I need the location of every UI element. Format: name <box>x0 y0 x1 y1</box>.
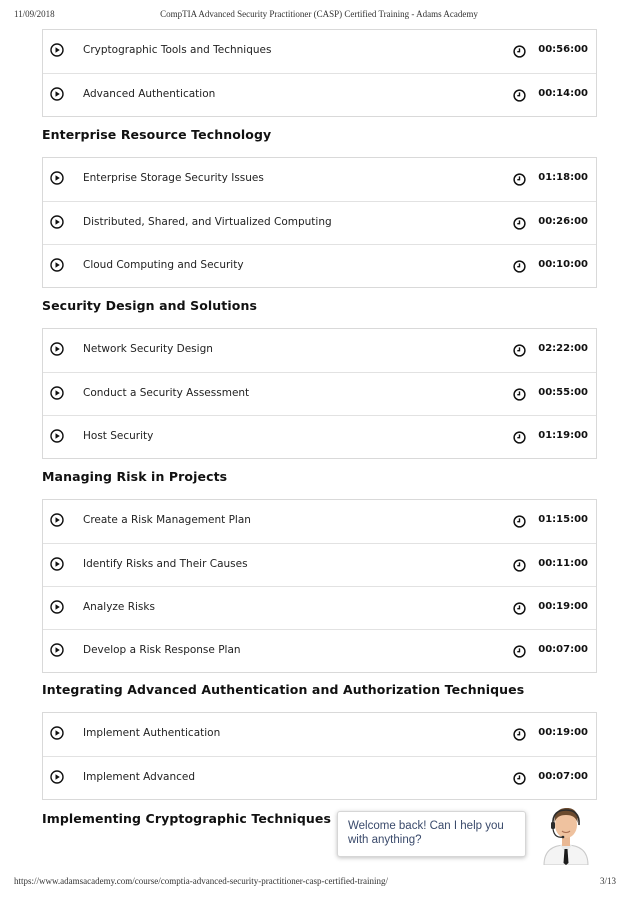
clock-icon <box>513 344 526 357</box>
play-circle-icon[interactable] <box>50 342 64 356</box>
lesson-list-continued <box>42 29 597 117</box>
lesson-duration: 02:22:00 <box>538 343 588 354</box>
section-title: Implementing Cryptographic Techniques <box>42 811 331 826</box>
print-url: https://www.adamsacademy.com/course/comptia-advanced-security-practitioner-casp-certified-training/ <box>14 876 388 886</box>
lesson-title[interactable]: Cloud Computing and Security <box>83 259 244 271</box>
lesson-row[interactable] <box>43 30 596 73</box>
clock-icon <box>513 559 526 572</box>
lesson-title[interactable]: Advanced Authentication <box>83 88 216 100</box>
clock-icon <box>513 772 526 785</box>
lesson-title[interactable]: Create a Risk Management Plan <box>83 514 251 526</box>
print-footer <box>0 876 638 892</box>
lesson-duration: 00:56:00 <box>538 44 588 55</box>
lesson-duration: 01:15:00 <box>538 514 588 525</box>
lesson-title[interactable]: Implement Authentication <box>83 727 221 739</box>
lesson-duration: 00:11:00 <box>538 558 588 569</box>
play-circle-icon[interactable] <box>50 171 64 185</box>
play-circle-icon[interactable] <box>50 215 64 229</box>
clock-icon <box>513 217 526 230</box>
lesson-duration: 00:19:00 <box>538 727 588 738</box>
lesson-duration: 00:26:00 <box>538 216 588 227</box>
lesson-row[interactable] <box>43 415 596 458</box>
clock-icon <box>513 173 526 186</box>
lesson-title[interactable]: Network Security Design <box>83 343 213 355</box>
clock-icon <box>513 45 526 58</box>
lesson-title[interactable]: Analyze Risks <box>83 601 155 613</box>
lesson-duration: 00:14:00 <box>538 88 588 99</box>
print-date: 11/09/2018 <box>14 9 55 19</box>
lesson-row[interactable] <box>43 629 596 672</box>
lesson-row[interactable] <box>43 201 596 244</box>
print-header <box>0 9 638 25</box>
lesson-row[interactable] <box>43 158 596 201</box>
lesson-row[interactable] <box>43 329 596 372</box>
play-circle-icon[interactable] <box>50 513 64 527</box>
lesson-title[interactable]: Cryptographic Tools and Techniques <box>83 44 272 56</box>
lesson-title[interactable]: Enterprise Storage Security Issues <box>83 172 264 184</box>
lesson-row[interactable] <box>43 73 596 116</box>
clock-icon <box>513 431 526 444</box>
clock-icon <box>513 728 526 741</box>
play-circle-icon[interactable] <box>50 87 64 101</box>
section-title: Managing Risk in Projects <box>42 469 228 484</box>
page-number: 3/13 <box>599 876 616 886</box>
chat-message: Welcome back! Can I help you with anything? <box>348 820 504 846</box>
play-circle-icon[interactable] <box>50 726 64 740</box>
lesson-row[interactable] <box>43 244 596 287</box>
play-circle-icon[interactable] <box>50 386 64 400</box>
lesson-list <box>42 499 597 673</box>
section-title: Enterprise Resource Technology <box>42 127 272 142</box>
chat-bubble[interactable] <box>337 811 526 857</box>
clock-icon <box>513 260 526 273</box>
lesson-duration: 00:07:00 <box>538 644 588 655</box>
lesson-row[interactable] <box>43 543 596 586</box>
play-circle-icon[interactable] <box>50 770 64 784</box>
play-circle-icon[interactable] <box>50 643 64 657</box>
lesson-title[interactable]: Develop a Risk Response Plan <box>83 644 241 656</box>
play-circle-icon[interactable] <box>50 557 64 571</box>
lesson-duration: 00:10:00 <box>538 259 588 270</box>
clock-icon <box>513 515 526 528</box>
lesson-title[interactable]: Implement Advanced <box>83 771 196 783</box>
play-circle-icon[interactable] <box>50 429 64 443</box>
clock-icon <box>513 602 526 615</box>
play-circle-icon[interactable] <box>50 43 64 57</box>
support-agent-avatar[interactable] <box>536 801 596 865</box>
lesson-row[interactable] <box>43 756 596 799</box>
lesson-duration: 00:07:00 <box>538 771 588 782</box>
lesson-row[interactable] <box>43 713 596 756</box>
lesson-duration: 01:18:00 <box>538 172 588 183</box>
clock-icon <box>513 388 526 401</box>
lesson-title[interactable]: Distributed, Shared, and Virtualized Computing <box>83 216 332 228</box>
print-title: CompTIA Advanced Security Practitioner (CASP) Certified Training - Adams Academy <box>160 9 478 19</box>
section-title: Integrating Advanced Authentication and Authorization Techniques <box>42 682 525 697</box>
lesson-title[interactable]: Host Security <box>83 430 154 442</box>
lesson-title[interactable]: Conduct a Security Assessment <box>83 387 250 399</box>
play-circle-icon[interactable] <box>50 600 64 614</box>
play-circle-icon[interactable] <box>50 258 64 272</box>
lesson-list <box>42 157 597 288</box>
lesson-list <box>42 328 597 459</box>
lesson-row[interactable] <box>43 500 596 543</box>
lesson-duration: 00:55:00 <box>538 387 588 398</box>
lesson-title[interactable]: Identify Risks and Their Causes <box>83 558 248 570</box>
clock-icon <box>513 645 526 658</box>
clock-icon <box>513 89 526 102</box>
lesson-list <box>42 712 597 800</box>
lesson-duration: 00:19:00 <box>538 601 588 612</box>
section-title: Security Design and Solutions <box>42 298 257 313</box>
lesson-row[interactable] <box>43 372 596 415</box>
lesson-row[interactable] <box>43 586 596 629</box>
lesson-duration: 01:19:00 <box>538 430 588 441</box>
